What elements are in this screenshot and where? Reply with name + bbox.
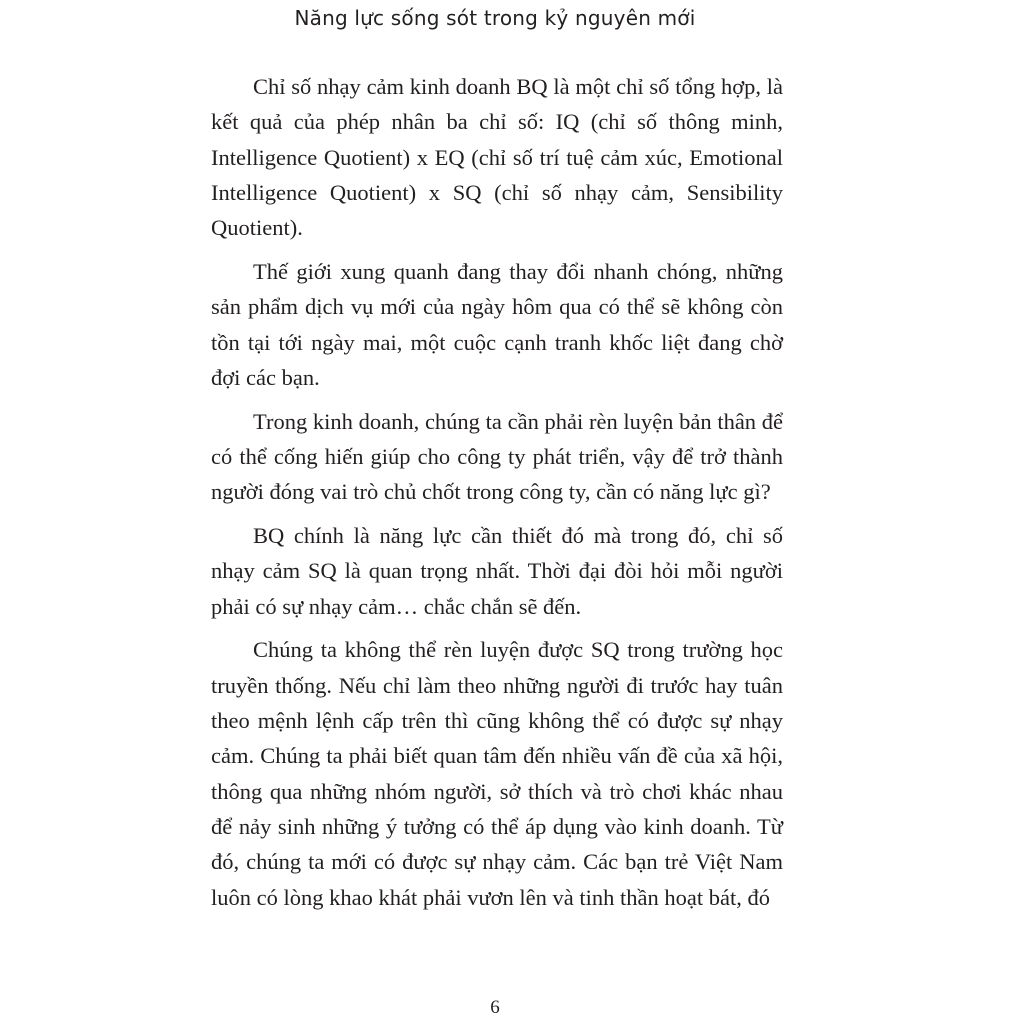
paragraph: Chúng ta không thể rèn luyện được SQ trong trường học truyền thống. Nếu chỉ làm theo những người đi trước hay tuân theo mệnh lệnh cấp trên thì cũng không thể có được sự nhạy cảm. Chúng ta phải biết quan tâm đến nhiều vấn đề của xã hội, thông qua những nhóm người, sở thích và trò chơi khác nhau để nảy sinh những ý tưởng có thể áp dụng vào kinh doanh. Từ đó, chúng ta mới có được sự nhạy cảm. Các bạn trẻ Việt Nam luôn có lòng khao khát phải vươn lên và tinh thần hoạt bát, đó xyxy=(211,637,783,910)
running-header-title: Năng lực sống sót trong kỷ nguyên mới xyxy=(294,6,696,30)
page-number: 6 xyxy=(490,997,500,1018)
paragraph: Trong kinh doanh, chúng ta cần phải rèn luyện bản thân để có thể cống hiến giúp cho công ty phát triển, vậy để trở thành người đóng vai trò chủ chốt trong công ty, cần có năng lực gì? xyxy=(211,408,783,505)
paragraph: Thế giới xung quanh đang thay đổi nhanh chóng, những sản phẩm dịch vụ mới của ngày hôm qua có thể sẽ không còn tồn tại tới ngày mai, một cuộc cạnh tranh khốc liệt đang chờ đợi các bạn. xyxy=(211,258,783,390)
paragraph: BQ chính là năng lực cần thiết đó mà trong đó, chỉ số nhạy cảm SQ là quan trọng nhất. Thời đại đòi hỏi mỗi người phải có sự nhạy cảm… chắc chắn sẽ đến. xyxy=(211,523,783,619)
body-text xyxy=(211,69,783,923)
paragraph: Chỉ số nhạy cảm kinh doanh BQ là một chỉ số tổng hợp, là kết quả của phép nhân ba chỉ số: IQ (chỉ số thông minh, Intelligence Quotient) x EQ (chỉ số trí tuệ cảm xúc, Emotional Intelligence Quotient) x SQ (chỉ số nhạy cảm, Sensibility Quotient). xyxy=(211,74,783,241)
